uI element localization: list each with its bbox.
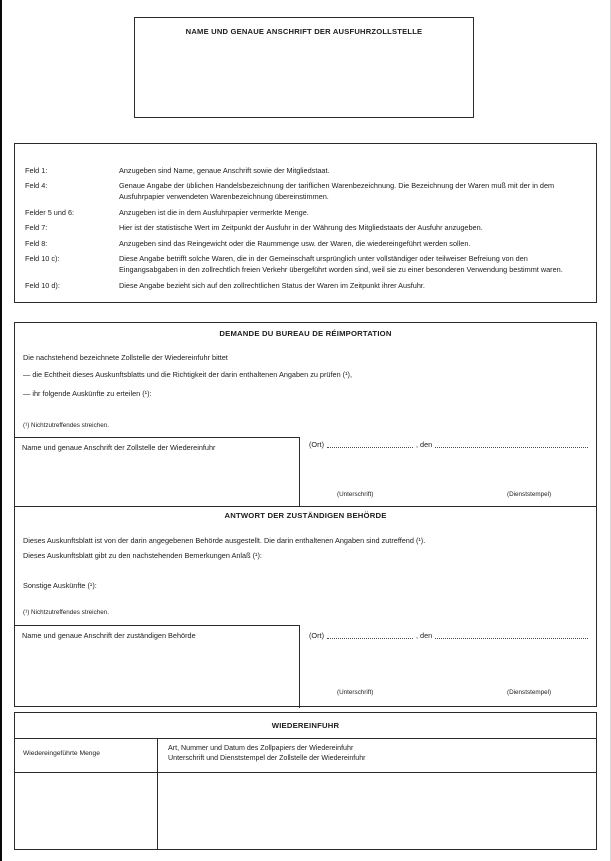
request-answer-box [14,322,597,707]
note-label: Feld 4: [25,181,48,191]
export-office-title: NAME UND GENAUE ANSCHRIFT DER AUSFUHRZOLLSTELLE [185,27,423,36]
place-dotted-line [327,440,413,448]
reimport-office-address-label: Name und genaue Anschrift der Zollstelle der Wiedereinfuhr [22,443,216,452]
reimport-table-header-row [15,739,596,773]
export-office-box [134,17,474,118]
section-divider-line [15,506,596,507]
note-label: Feld 10 d): [25,280,60,290]
reimport-request-title: DEMANDE DU BUREAU DE RÉIMPORTATION [219,329,392,338]
reimport-table-title-row [15,713,596,739]
note-row-feld-8 [25,239,584,250]
place-dotted-line [327,631,413,639]
note-row-feld-4 [25,181,584,203]
place-label: (Ort) [309,439,324,449]
authority-answer-title: ANTWORT DER ZUSTÄNDIGEN BEHÖRDE [224,511,387,520]
note-row-feld-7 [25,223,584,234]
authority-answer-footnote: (¹) Nichtzutreffendes streichen. [23,609,109,616]
customs-document-header-line-1: Art, Nummer und Datum des Zollpapiers der Wiedereinfuhr [168,744,354,752]
official-stamp-label: (Dienststempel) [507,689,552,696]
date-label: , den [416,439,433,449]
reimport-request-bullet-1: — die Echtheit dieses Auskunftsblatts und die Richtigkeit der darin enthaltenen Angaben zu prüfen (¹), [23,370,352,379]
reimport-request-intro: Die nachstehend bezeichnete Zollstelle der Wiedereinfuhr bittet [23,353,228,362]
customs-document-entry-cell [158,773,596,849]
official-stamp-label: (Dienststempel) [507,491,552,498]
note-row-feld-10c [25,254,584,276]
other-information-label: Sonstige Auskünfte (¹): [23,581,97,590]
note-label: Feld 7: [25,223,48,233]
date-label: , den [416,630,433,640]
place-date-row [309,631,588,639]
note-row-felder-5-6 [25,208,584,219]
authority-address-label: Name und genaue Anschrift der zuständigen Behörde [22,631,196,640]
reimport-office-address-box [15,437,300,507]
quantity-entry-cell [15,773,158,849]
note-label: Feld 8: [25,238,48,248]
authority-answer-statement-1: Dieses Auskunftsblatt ist von der darin angegebenen Behörde ausgestellt. Die darin enthaltenen Angaben sind zutreffend (¹). [23,536,426,545]
signature-label: (Unterschrift) [337,491,374,498]
quantity-header-cell [15,739,158,772]
authority-answer-statement-2: Dieses Auskunftsblatt gibt zu den nachstehenden Bemerkungen Anlaß (¹): [23,551,262,560]
note-text: Genaue Angabe der üblichen Handelsbezeichnung der tariflichen Warenbezeichnung. Die Bezeichnung der Waren muß mit der in dem Ausfuhrpapier verwendeten Warenbezeichnung übereinstimmen. [119,181,555,202]
customs-document-header-cell [158,739,596,772]
reimport-request-bullet-2: — ihr folgende Auskünfte zu erteilen (¹): [23,389,152,398]
note-text: Diese Angabe bezieht sich auf den zollrechtlichen Status der Waren im Zeitpunkt ihrer Ausfuhr. [119,280,425,290]
quantity-header-label: Wiedereingeführte Menge [23,750,100,757]
reimport-table-title: WIEDEREINFUHR [271,721,340,730]
note-label: Felder 5 und 6: [25,207,75,217]
place-label: (Ort) [309,630,324,640]
note-text: Diese Angabe betrifft solche Waren, die in der Gemeinschaft ursprünglich unter vollständiger oder teilweiser Befreiung von den Eingangsabgaben in den zollrechtlich freien Verkehr übergeführt worden sind, weil sie zu einer besonderen Verwendung bestimmt waren. [119,254,563,275]
note-row-feld-1 [25,166,584,177]
reimport-table-body-row [15,773,596,849]
note-text: Anzugeben sind das Reingewicht oder die Raummenge usw. der Waren, die wiedereingeführt werden sollen. [119,238,471,248]
authority-address-box [15,625,300,708]
scan-edge-line [0,0,2,861]
reimport-table [14,712,597,850]
note-label: Feld 10 c): [25,254,60,264]
date-dotted-line [435,440,588,448]
reimport-request-footnote: (¹) Nichtzutreffendes streichen. [23,422,109,429]
note-text: Anzugeben ist die in dem Ausfuhrpapier vermerkte Menge. [119,207,309,217]
note-label: Feld 1: [25,166,48,175]
note-text: Anzugeben sind Name, genaue Anschrift sowie der Mitgliedstaat. [119,166,330,175]
date-dotted-line [435,631,588,639]
customs-document-header-line-2: Unterschrift und Dienststempel der Zollstelle der Wiedereinfuhr [168,754,366,763]
signature-label: (Unterschrift) [337,689,374,696]
field-notes-box [14,143,597,303]
note-row-feld-10d [25,281,584,292]
place-date-row [309,440,588,448]
note-text: Hier ist der statistische Wert im Zeitpunkt der Ausfuhr in der Währung des Mitgliedstaats der Ausfuhr anzugeben. [119,223,483,233]
